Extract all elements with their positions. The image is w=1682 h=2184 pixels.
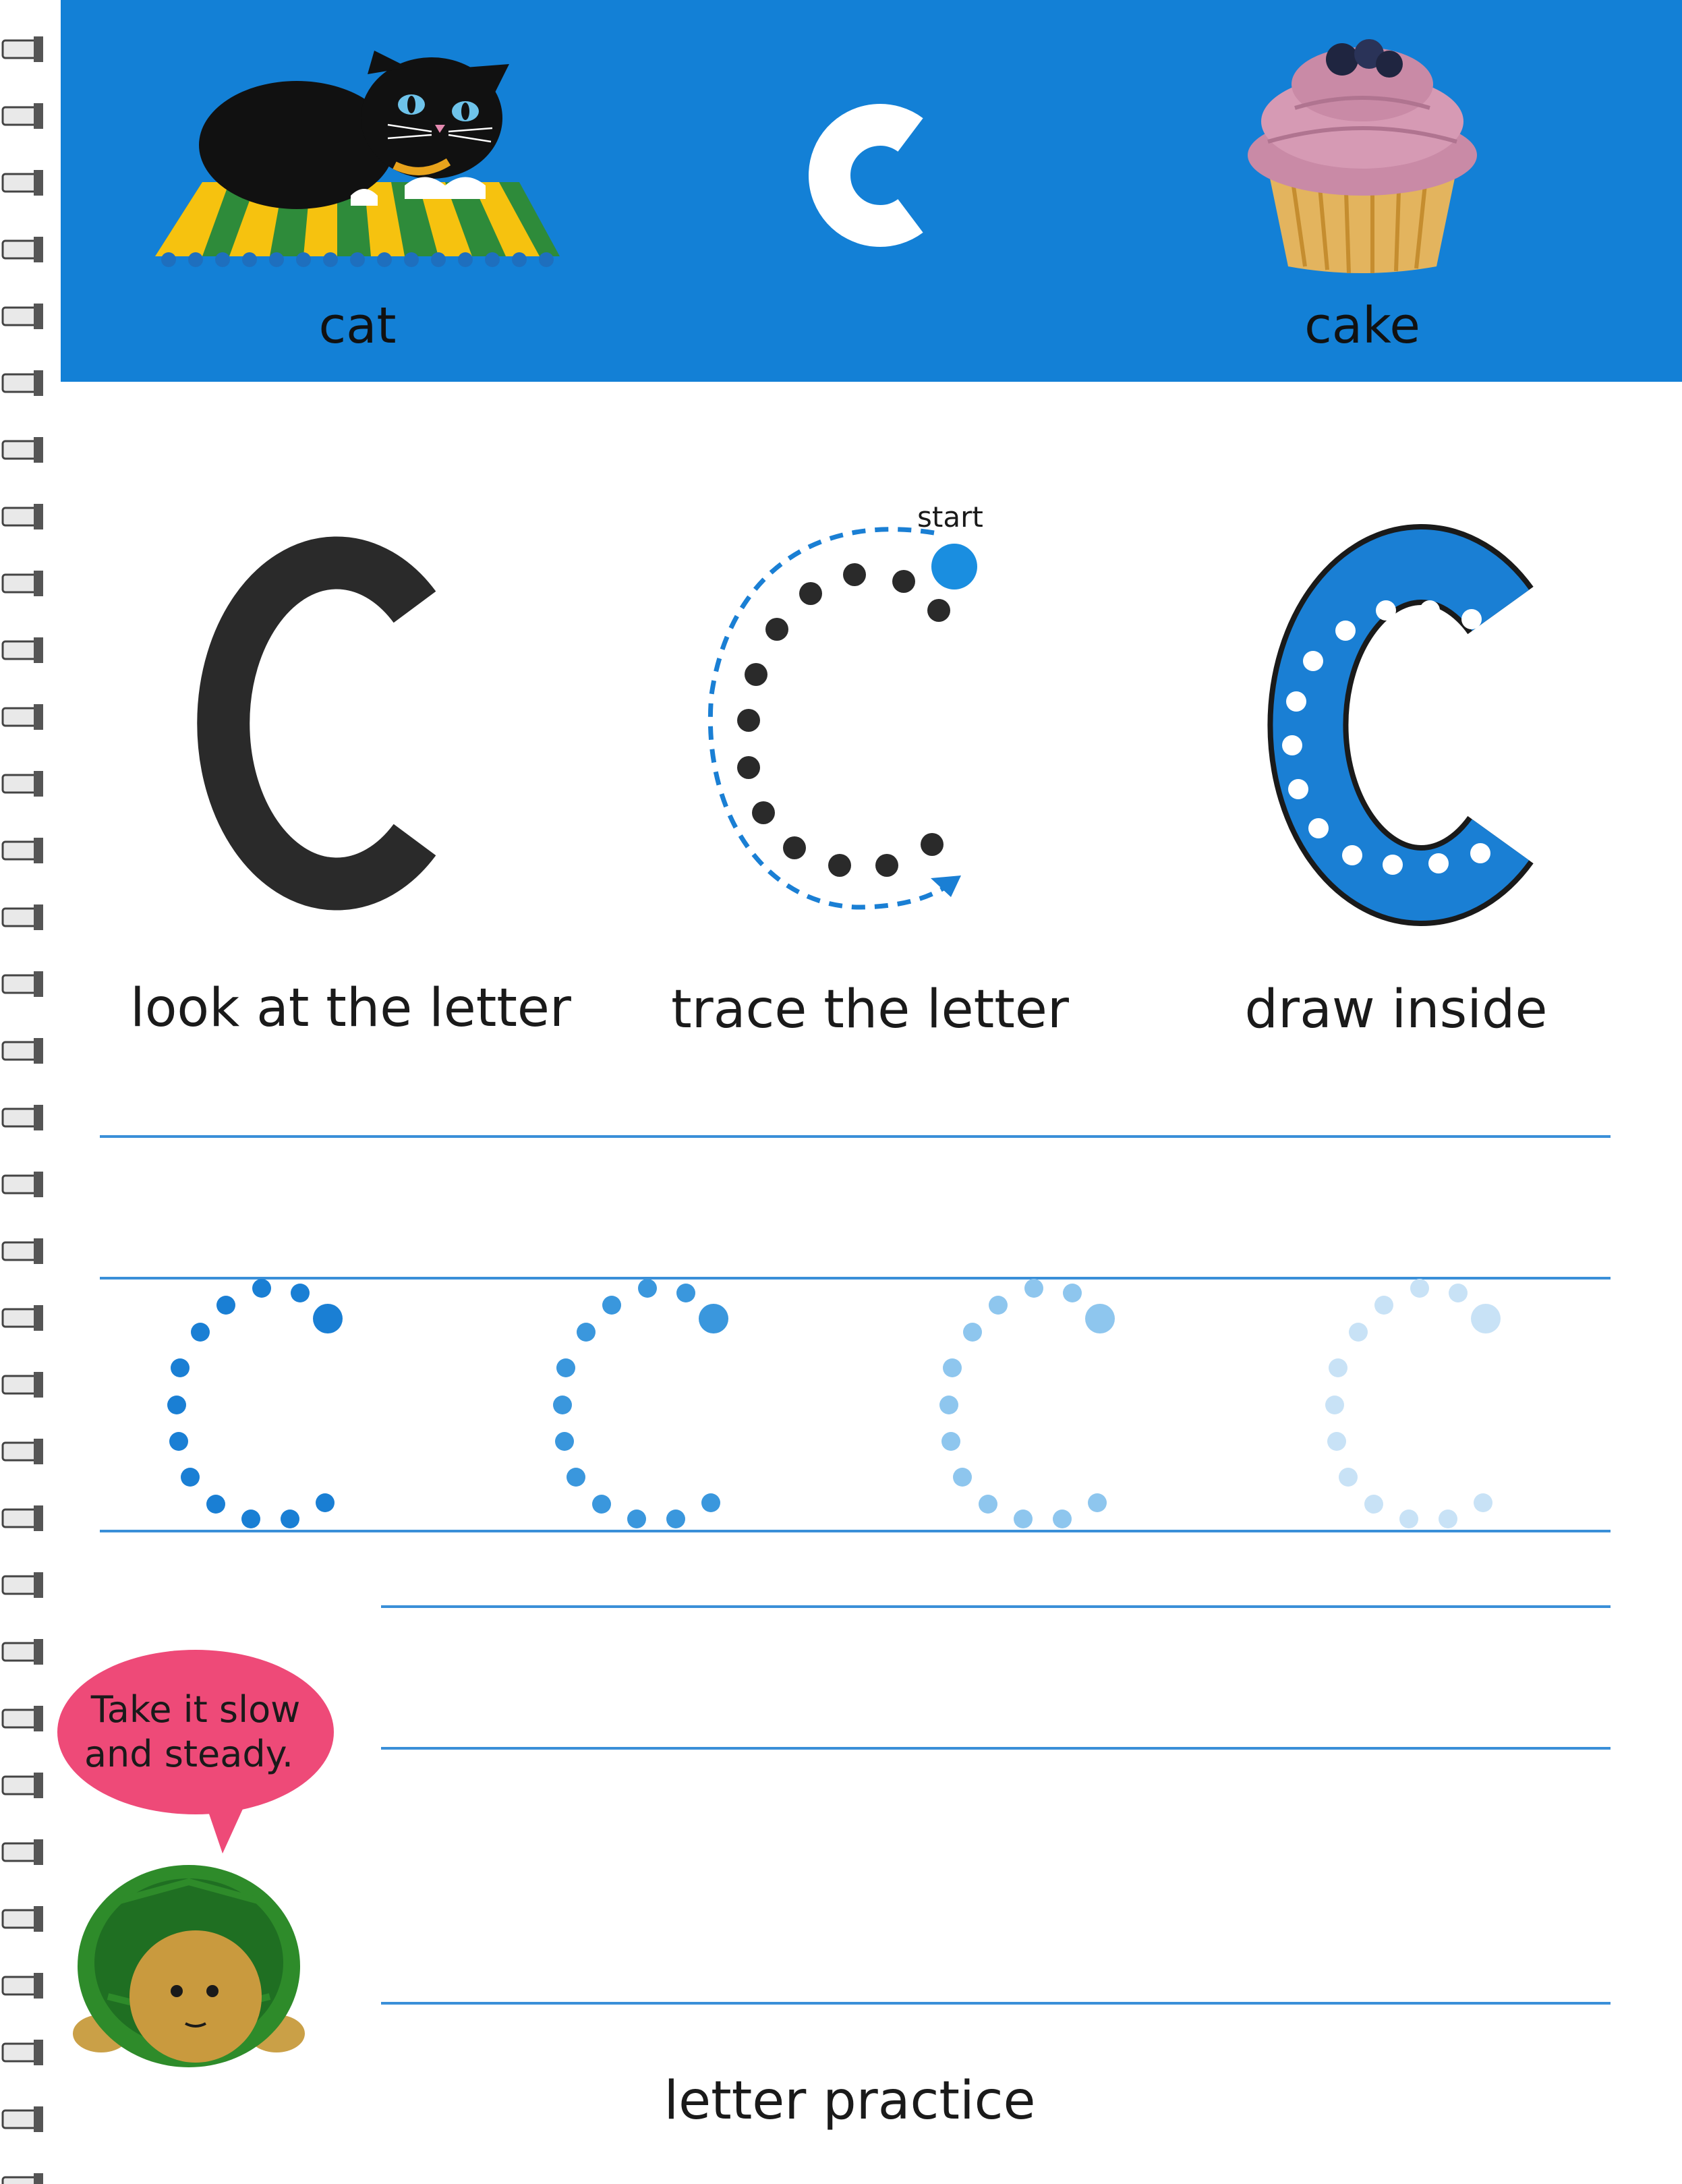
trace-dot: [737, 709, 760, 732]
practice-dot: [241, 1510, 260, 1528]
practice-dot: [1014, 1510, 1033, 1528]
cat-icon: [199, 51, 509, 209]
trace-dot: [828, 854, 851, 877]
bubble-line-2: and steady.: [84, 1733, 294, 1775]
practice-dot: [1474, 1493, 1492, 1512]
practice-dot: [169, 1432, 188, 1451]
practice-dot: [941, 1432, 960, 1451]
trace-dot: [783, 836, 806, 859]
practice-dot: [577, 1323, 596, 1342]
cupcake-icon: [1248, 39, 1477, 273]
banner-word-cat: cat: [318, 297, 397, 355]
trace-dot: [799, 582, 822, 605]
practice-dot: [1374, 1296, 1393, 1315]
practice-dot: [281, 1510, 299, 1528]
practice-dot: [699, 1304, 728, 1333]
look-letter-c: [223, 563, 415, 884]
practice-dot: [638, 1279, 657, 1298]
practice-dot: [316, 1493, 335, 1512]
practice-dot: [963, 1323, 982, 1342]
trace-dot: [875, 854, 898, 877]
practice-dot: [1085, 1304, 1115, 1333]
trace-caption: trace the letter: [671, 979, 1069, 1040]
practice-dot: [1349, 1323, 1368, 1342]
practice-dot: [1325, 1396, 1344, 1414]
trace-letter-c: [710, 529, 977, 907]
trace-dot: [927, 599, 950, 622]
trace-dot: [843, 563, 866, 586]
practice-dot: [313, 1304, 343, 1333]
practice-dot: [666, 1510, 685, 1528]
practice-dot: [1329, 1358, 1347, 1377]
draw-caption: draw inside: [1244, 979, 1548, 1040]
practice-dot: [953, 1468, 972, 1487]
trace-dot: [745, 663, 767, 686]
letter-practice-caption: letter practice: [664, 2071, 1036, 2131]
practice-dot: [1053, 1510, 1072, 1528]
practice-dot: [701, 1493, 720, 1512]
practice-dot: [171, 1358, 190, 1377]
practice-dot: [1449, 1284, 1468, 1302]
practice-dot: [979, 1495, 997, 1514]
practice-dot: [1439, 1510, 1457, 1528]
practice-dot: [1339, 1468, 1358, 1487]
banner-word-cake: cake: [1304, 297, 1420, 355]
trace-dot: [737, 756, 760, 779]
practice-guide-lines: [100, 1137, 1611, 2003]
practice-dot: [1410, 1279, 1429, 1298]
trace-dots: [737, 563, 950, 877]
practice-dot: [602, 1296, 621, 1315]
practice-dot: [676, 1284, 695, 1302]
bubble-line-1: Take it slow: [90, 1688, 301, 1731]
practice-dot: [216, 1296, 235, 1315]
practice-dotted-letters: [167, 1279, 1501, 1528]
tortoise-icon: [73, 1865, 305, 2067]
practice-dot: [206, 1495, 225, 1514]
trace-dot: [752, 801, 775, 824]
practice-dot: [627, 1510, 646, 1528]
practice-dot: [592, 1495, 611, 1514]
practice-dot: [1063, 1284, 1082, 1302]
practice-dot: [1024, 1279, 1043, 1298]
banner-letter-c: [830, 125, 910, 226]
practice-dot: [252, 1279, 271, 1298]
practice-dot: [1399, 1510, 1418, 1528]
practice-dot: [1471, 1304, 1501, 1333]
practice-dot: [1327, 1432, 1346, 1451]
trace-dot: [892, 570, 915, 593]
practice-dot: [1088, 1493, 1107, 1512]
practice-dot: [939, 1396, 958, 1414]
practice-dot: [1364, 1495, 1383, 1514]
practice-dot: [291, 1284, 310, 1302]
start-label: start: [917, 500, 983, 534]
trace-dot: [765, 618, 788, 641]
cat-illustration: [155, 51, 560, 267]
practice-dot: [555, 1432, 574, 1451]
practice-dot: [567, 1468, 585, 1487]
practice-dot: [553, 1396, 572, 1414]
trace-dot: [921, 833, 944, 856]
practice-dot: [943, 1358, 962, 1377]
look-caption: look at the letter: [130, 978, 571, 1039]
start-dot: [931, 544, 977, 590]
practice-dot: [167, 1396, 186, 1414]
practice-dot: [989, 1296, 1008, 1315]
practice-dot: [556, 1358, 575, 1377]
practice-dot: [191, 1323, 210, 1342]
practice-dot: [181, 1468, 200, 1487]
draw-inside-letter-c: [1282, 565, 1501, 886]
